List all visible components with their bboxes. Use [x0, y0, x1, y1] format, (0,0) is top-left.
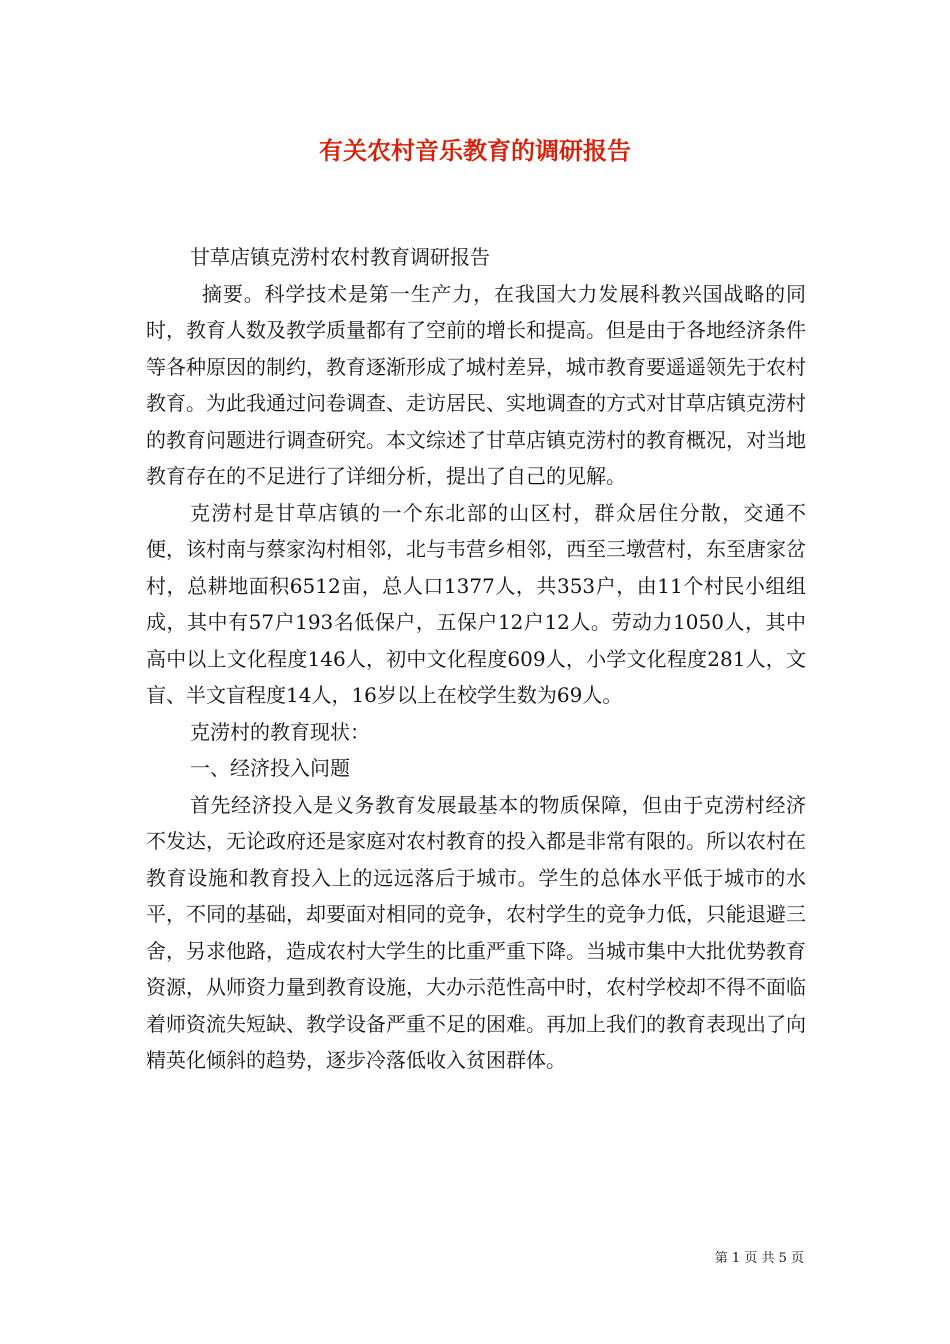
paragraph-education-status: 克涝村的教育现状：	[190, 719, 370, 744]
paragraph-subtitle: 甘草店镇克涝村农村教育调研报告	[190, 245, 490, 269]
paragraph-economic-investment: 首先经济投入是义务教育发展最基本的物质保障，但由于克涝村经济不发达，无论政府还是家庭对农村教育的投入都是非常有限的。所以农村在教育设施和教育投入上的远远落后于城市。学生的总体水平低于城市的水平，不同的基础，却要面对相同的竞争，农村学生的竞争力低，只能退避三舍，另求他路，造成农村大学生的比重严重下降。当城市集中大批优势教育资源，从师资力量到教育设施，大办示范性高中时，农村学校却不得不面临着师资流失短缺、教学设备严重不足的困难。再加上我们的教育表现出了向精英化倾斜的趋势，逐步冷落低收入贫困群体。	[146, 792, 806, 1072]
document-title: 有关农村音乐教育的调研报告	[319, 136, 631, 165]
paragraph-village-overview: 克涝村是甘草店镇的一个东北部的山区村，群众居住分散，交通不便，该村南与蔡家沟村相邻，北与韦营乡相邻，西至三墩营村，东至唐家岔村，总耕地面积6512亩，总人口1377人，共353户，由11个村民小组组成，其中有57户193名低保户，五保户12户12人。劳动力1050人，其中高中以上文化程度146人，初中文化程度609人，小学文化程度281人，文盲、半文盲程度14人，16岁以上在校学生数为69人。	[146, 500, 806, 707]
paragraph-abstract: 摘要。科学技术是第一生产力，在我国大力发展科教兴国战略的同时，教育人数及教学质量都有了空前的增长和提高。但是由于各地经济条件等各种原因的制约，教育逐渐形成了城村差异，城市教育要遥遥领先于农村教育。为此我通过问卷调查、走访居民、实地调查的方式对甘草店镇克涝村的教育问题进行调查研究。本文综述了甘草店镇克涝村的教育概况，对当地教育存在的不足进行了详细分析，提出了自己的见解。	[146, 281, 806, 488]
paragraph-section-heading: 一、经济投入问题	[190, 756, 350, 780]
page-indicator: 第 1 页 共 5 页	[714, 1251, 804, 1266]
document-body	[146, 239, 806, 1079]
